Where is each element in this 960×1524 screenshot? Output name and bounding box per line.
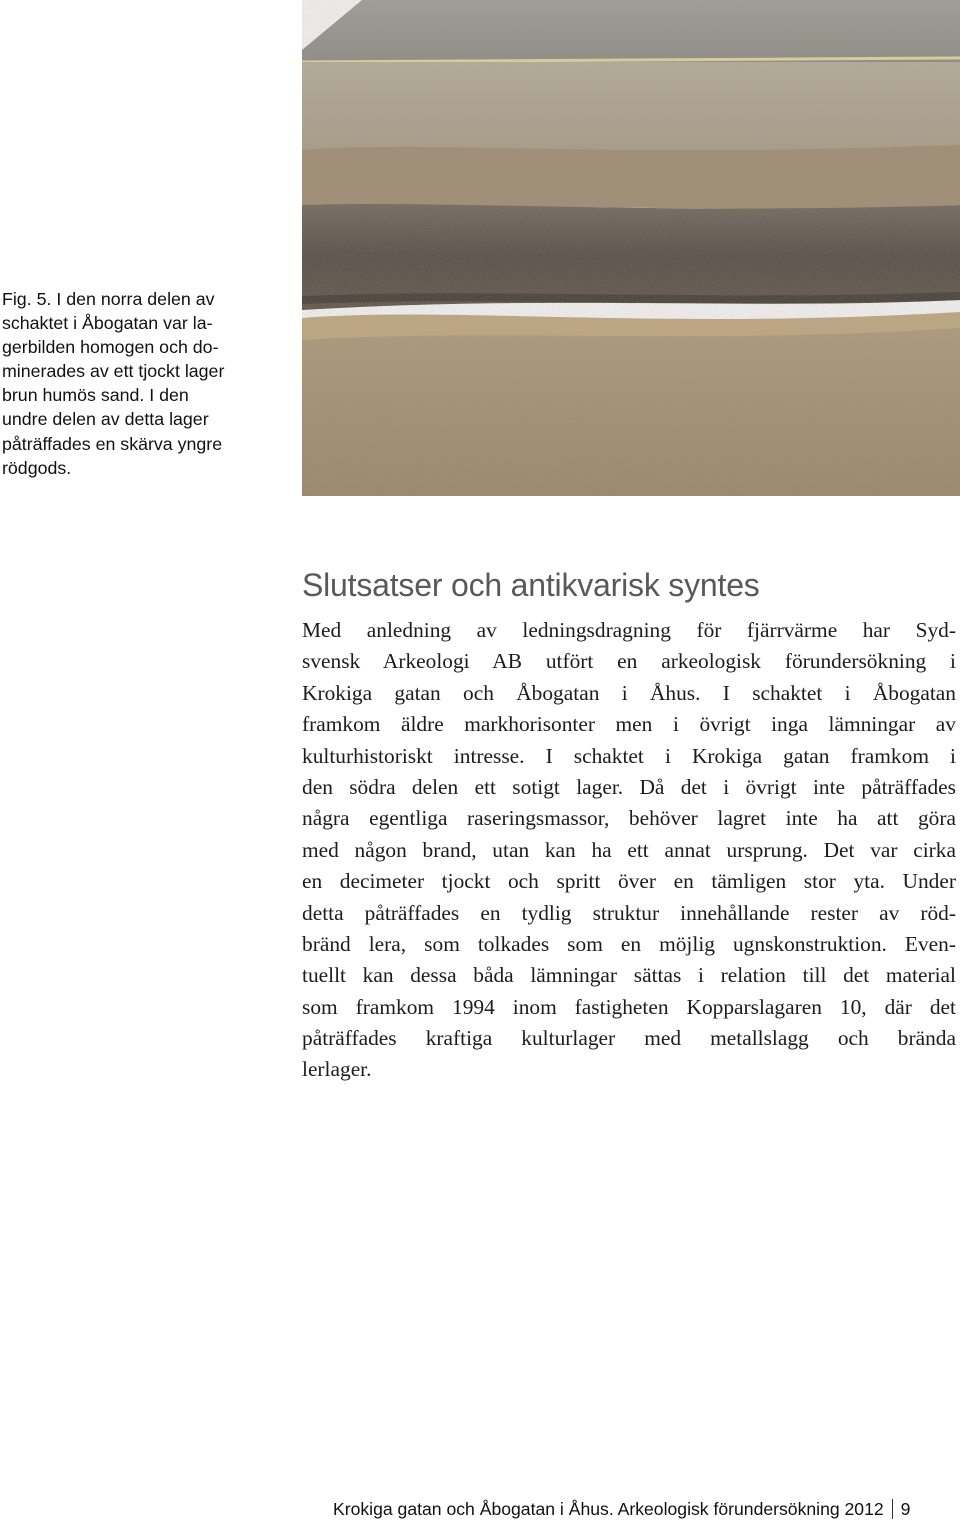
- body-line: en decimeter tjockt och spritt över en tämligen stor yta. Under: [302, 869, 956, 894]
- body-line: med någon brand, utan kan ha ett annat ursprung. Det var cirka: [302, 837, 956, 862]
- body-line: svensk Arkeologi AB utfört en arkeologisk förundersökning i: [302, 649, 956, 674]
- body-line: några egentliga raseringsmassor, behöver lagret inte ha att göra: [302, 806, 956, 831]
- caption-line: gerbilden homogen och do-: [2, 337, 219, 358]
- caption-line: brun humös sand. I den: [2, 385, 189, 406]
- caption-line: Fig. 5. I den norra delen av: [2, 289, 215, 309]
- footer-divider: [892, 1499, 893, 1519]
- figure-caption: [2, 287, 270, 480]
- body-line: tuellt kan dessa båda lämningar sättas i relation till det material: [302, 963, 956, 988]
- body-line: Krokiga gatan och Åbogatan i Åhus. I schaktet i Åbogatan: [302, 680, 956, 705]
- footer-title: Krokiga gatan och Åbogatan i Åhus. Arkeologisk förundersökning 2012: [333, 1499, 884, 1519]
- page-number: 9: [900, 1499, 911, 1519]
- body-line: kulturhistoriskt intresse. I schaktet i Krokiga gatan framkom i: [302, 743, 956, 768]
- body-line: detta påträffades en tydlig struktur innehållande rester av röd-: [302, 900, 956, 925]
- body-line: den södra delen ett sotigt lager. Då det i övrigt inte påträffades: [302, 774, 956, 799]
- body-line: framkom äldre markhorisonter men i övrigt inga lämningar av: [302, 712, 956, 737]
- caption-line: minerades av ett tjockt lager: [2, 361, 225, 382]
- body-line: lerlager.: [302, 1057, 372, 1082]
- caption-line: undre delen av detta lager: [2, 409, 209, 430]
- caption-line: schaktet i Åbogatan var la-: [2, 313, 213, 334]
- body-line: som framkom 1994 inom fastigheten Kopparslagaren 10, där det: [302, 994, 956, 1019]
- body-line: bränd lera, som tolkades som en möjlig ugnskonstruktion. Even-: [302, 931, 956, 956]
- caption-line: rödgods.: [2, 457, 72, 478]
- page-footer: [333, 1498, 910, 1520]
- body-line: Med anledning av ledningsdragning för fjärrvärme har Syd-: [302, 618, 956, 642]
- section-heading: Slutsatser och antikvarisk syntes: [302, 567, 760, 603]
- soil-profile-photo: [302, 0, 960, 496]
- body-line: påträffades kraftiga kulturlager med metallslagg och brända: [302, 1026, 956, 1051]
- section-body: [302, 615, 956, 1086]
- caption-line: påträffades en skärva yngre: [2, 433, 223, 454]
